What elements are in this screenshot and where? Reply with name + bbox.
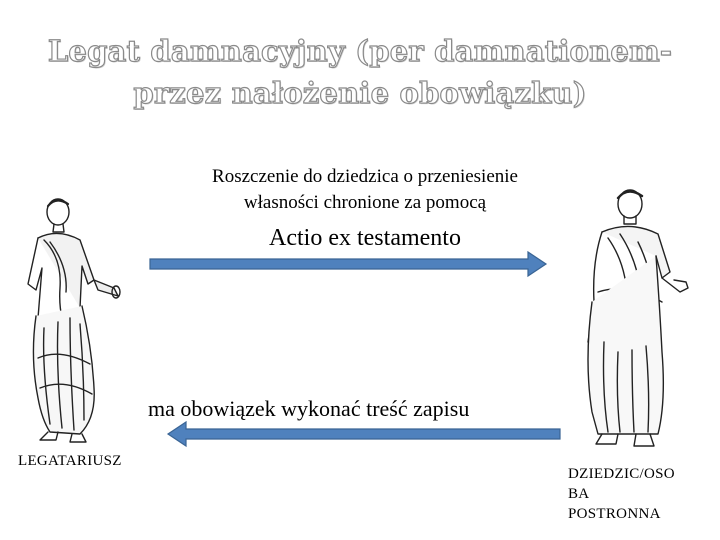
duty-text: ma obowiązek wykonać treść zapisu <box>148 396 470 421</box>
action-name: Actio ex testamento <box>269 225 461 251</box>
slide-title <box>0 30 720 114</box>
heir-label-line-3: POSTRONNA <box>568 506 661 522</box>
heir-label <box>568 464 708 524</box>
roman-figure-icon <box>10 188 130 446</box>
claim-text-line-2: własności chronione za pomocą <box>243 192 487 213</box>
heir-label-line-1: DZIEDZIC/OSO <box>568 466 675 482</box>
right-arrow-icon <box>148 250 550 278</box>
claim-text-line-1: Roszczenie do dziedzica o przeniesienie <box>212 166 518 187</box>
left-arrow-icon <box>166 420 564 448</box>
legatee-label: LEGATARIUSZ <box>18 453 122 469</box>
heir-label-line-2: BA <box>568 486 590 502</box>
title-line-2: przez nałożenie obowiązku) <box>133 76 587 110</box>
title-line-1: Legat damnacyjny (per damnationem- <box>47 34 673 68</box>
